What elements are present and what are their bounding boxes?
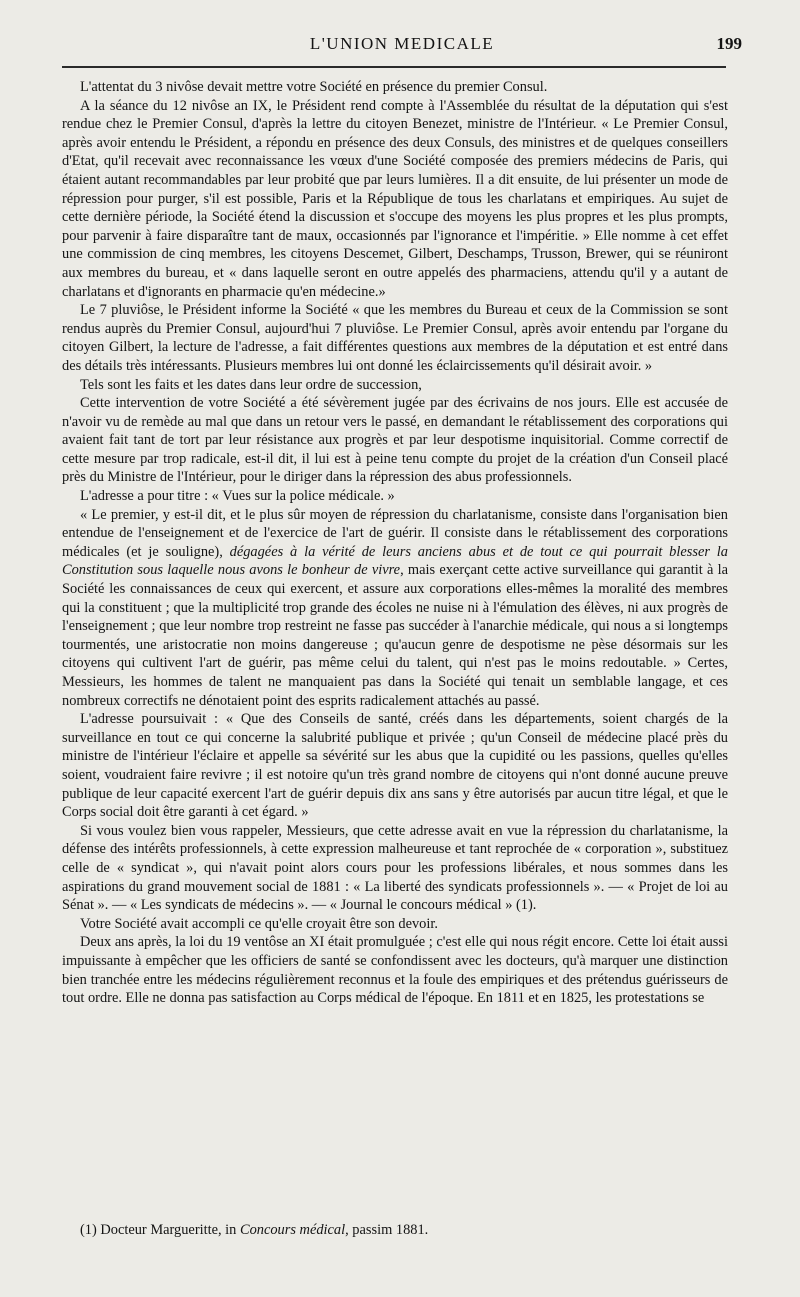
paragraph-text: , mais exerçant cette active surveillance qui garantit à la Société les connaissances de ceux qui exercent, et assure aux corporations elles-mêmes la moralité des membres qui la constituent ; que la multiplicité trop grande des écoles ne nuise ni à l'émulation des élèves, ni aux progrès de l'enseignement ; que leur nombre trop restreint ne fasse pas succéder à l'anarchie médicale, qui nous a si longtemps tourmentés, une aristocratie non moins dangereuse ; qu'aucun genre de despotisme ne pèse désormais sur les citoyens qui cultivent l'art de guérir, pas même celui du talent, qui n'est pas le moins redoutable. » Certes, Messieurs, les hommes de talent ne manquaient pas dans la Société qui tenait un semblable langage, et ces nombreux correctifs ne dénotaient point des esprits radicalement attachés au passé. (62, 562, 728, 709)
paragraph: L'adresse a pour titre : « Vues sur la police médicale. » (80, 488, 395, 505)
paragraph: A la séance du 12 nivôse an IX, le Président rend compte à l'Assemblée du résultat de la députation qui s'est rendue chez le Premier Consul, d'après la lettre du citoyen Benezet, ministre de l'Intérieur. « Le Premier Consul, après avoir entendu le Président, a répondu en présence des deux Consuls, des ministres et de quelques conseillers d'Etat, qu'il recevait avec reconnaissance les vœux d'une Société composée des premiers médecins de Paris, qui étaient autant recommandables par leur probité que par leurs lumières. Il a dit ensuite, de lui présenter un mode de répression pour purger, s'il est possible, Paris et la République de tous les charlatans et empiriques. Au sujet de cette dernière période, la Société étend la discussion et s'occupe des moyens les plus propres et les plus prompts, pour parvenir à faire disparaître tant de maux, occasionnés par l'ignorance et l'impéritie. » Elle nomme à cet effet une commission de cinq membres, les citoyens Descemet, Gilbert, Deschamps, Trusson, Brewer, qui se réuniront aux membres du bureau, et « dans laquelle seront en outre appelés des pharmaciens, attendu qu'il y a autant de charlatans et d'ignorants en pharmacie qu'en médecine.» (62, 97, 728, 300)
paragraph: Si vous voulez bien vous rappeler, Messieurs, que cette adresse avait en vue la répression du charlatanisme, la défense des intérêts professionnels, à cette expression malheureuse et tant reprochée de « corporation », substituez celle de « syndicat », qui n'avait point alors cours pour les professions libérales, et nous sommes dans les aspirations du grand mouvement social de 1881 : « La liberté des syndicats professionnels ». — « Projet de loi au Sénat ». — « Les syndicats de médecins ». — « Journal le concours médical » (1). (62, 822, 728, 914)
footnote (62, 1222, 728, 1239)
paragraph: Tels sont les faits et les dates dans leur ordre de succession, (80, 376, 422, 393)
page-number: 199 (716, 34, 742, 53)
paragraph: Cette intervention de votre Société a été sévèrement jugée par des écrivains de nos jours. Elle est accusée de n'avoir vu de remède au mal que dans un retour vers le passé, en demandant le rétablissement des corporations qui avaient fait tant de tort par leur résistance aux progrès et par leur despotisme inquisitorial. Comme correctif de cette mesure par trop radicale, est-il dit, il lui est à peine tenu compte du projet de la création d'un Conseil placé près du Ministre de l'Intérieur, pour le diriger dans la répression des abus professionnels. (62, 395, 728, 486)
paragraph-text: « Le premier, y est-il dit, et le plus sûr moyen de répression du charlatanisme, consiste dans l'organisation bien entendue de l'enseignement et de l'exercice de l'art de guérir. Il consiste dans le rétablissement des corporations médicales (et je souligne), (62, 506, 728, 560)
footnote-prefix: (1) Docteur Margueritte, in (80, 1222, 240, 1238)
paragraph: Votre Société avait accompli ce qu'elle croyait être son devoir. (80, 915, 438, 932)
paragraph: Deux ans après, la loi du 19 ventôse an XI était promulguée ; c'est elle qui nous régit encore. Cette loi était aussi impuissante à empêcher que les officiers de santé se confondissent avec les docteurs, qu'à marquer une distinction bien tranchée entre les médecins régulièrement reconnus et la foule des empiriques et des prétendus guérisseurs de tout ordre. Elle ne donna pas satisfaction au Corps médical de l'époque. En 1811 et en 1825, les protestations se (62, 934, 728, 1007)
paragraph: Le 7 pluviôse, le Président informe la Société « que les membres du Bureau et ceux de la Commission se sont rendus auprès du Premier Consul, aujourd'hui 7 pluviôse. Le Premier Consul, après avoir entendu par l'organe du citoyen Gilbert, la lecture de l'adresse, a fait différentes questions aux membres de la députation et est entré dans des détails très intéressants. Plusieurs membres lui ont donné les éclaircissements qu'il désirait avoir. » (62, 302, 728, 374)
paragraph (62, 506, 728, 711)
footnote-journal: Concours médical (239, 1222, 346, 1238)
footnote-suffix: , passim 1881. (345, 1222, 429, 1238)
header-rule (62, 66, 726, 68)
paragraph: L'attentat du 3 nivôse devait mettre votre Société en présence du premier Consul. (80, 79, 548, 95)
paragraph: L'adresse poursuivait : « Que des Conseils de santé, créés dans les départements, soient chargés de la surveillance en tout ce qui concerne la salubrité publique et privée ; qu'un Conseil de médecine placé près du ministre de l'intérieur l'éclaire et appelle sa sévérité sur les abus que la cupidité ou les passions, quelles qu'elles soient, voudraient faire revivre ; il est notoire qu'un très grand nombre de citoyens qui n'ont donné aucune preuve publique de leur capacité exercent l'art de guérir depuis dix ans sans y être autorisés par aucun titre légal, et que le Corps social doit être garanti à cet égard. » (62, 711, 728, 821)
journal-title: L'UNION MEDICALE (309, 34, 495, 53)
running-head (62, 34, 742, 58)
italic-quotation: dégagées à la vérité de leurs anciens abus et de tout ce qui pourrait blesser la Constitution sous laquelle nous avons le bonheur de vivre (62, 543, 728, 579)
body-text (62, 78, 728, 1008)
footnote-text (62, 1222, 728, 1239)
